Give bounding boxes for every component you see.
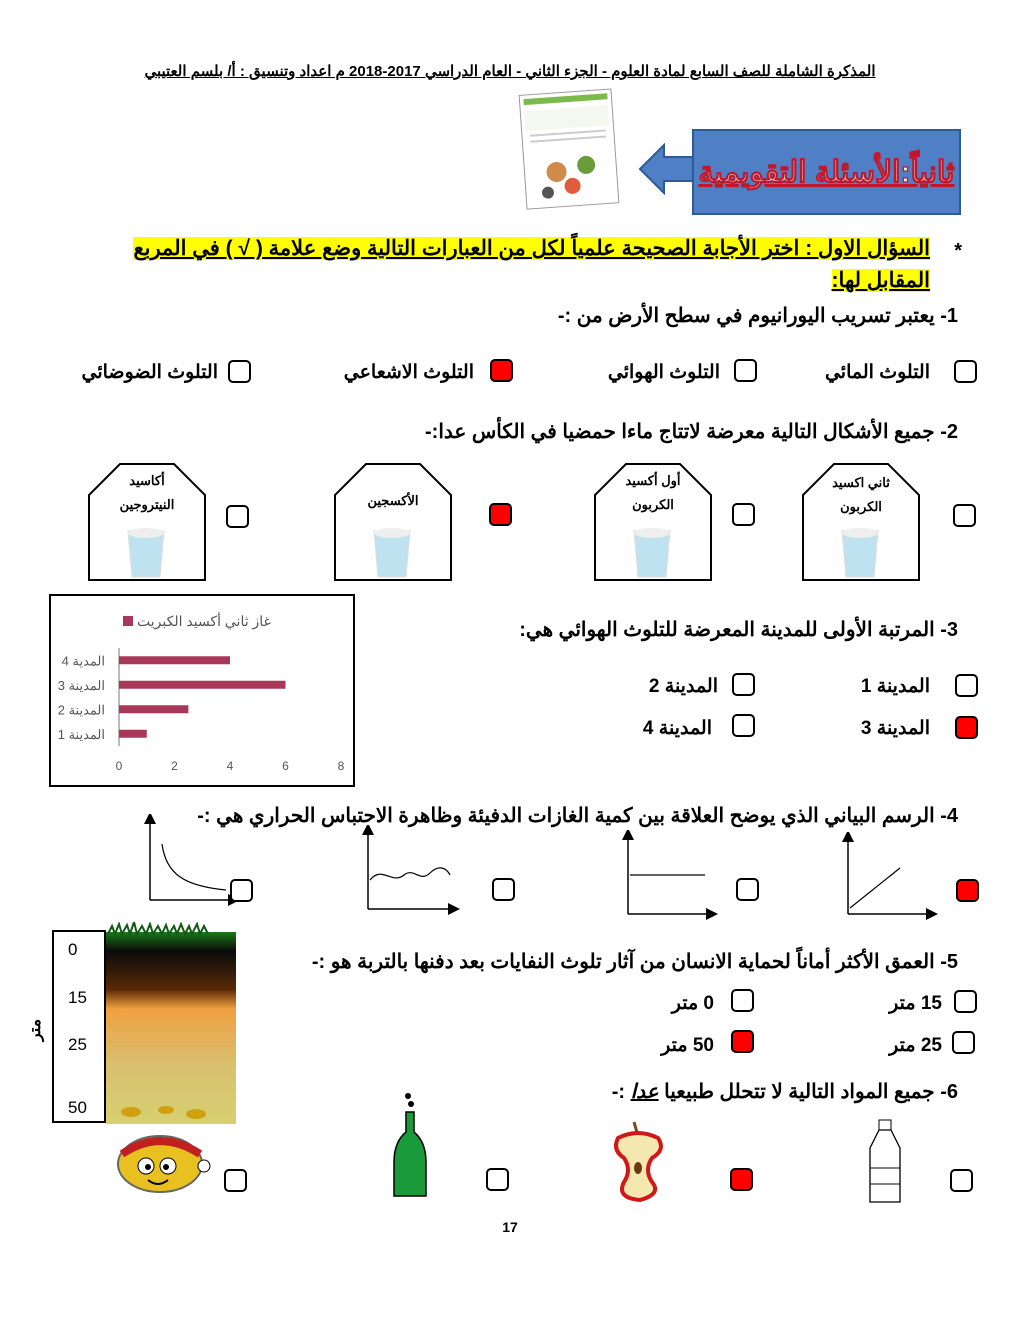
option-checkbox[interactable] [732,673,755,696]
bar [119,681,286,689]
option-checkbox[interactable] [736,878,759,901]
depth-label: 25 [68,1035,87,1054]
category-label: المدينة 2 [57,702,105,718]
bar [119,705,188,713]
option-label: 50 متر [661,1035,714,1056]
option-checkbox[interactable] [230,879,253,902]
question-4: 4- الرسم البياني الذي يوضح العلاقة بين كمية الغازات الدفيئة وظاهرة الاحتباس الحراري هي :- [197,805,958,827]
option-checkbox-checked[interactable] [955,716,978,739]
jar-house: أكاسيد النيتروجين [88,463,206,581]
jar-house: ثاني اكسيد الكربون [802,463,920,581]
book-cover-image [515,86,625,212]
option-checkbox[interactable] [226,505,249,528]
option-checkbox-checked[interactable] [490,359,513,382]
option-checkbox[interactable] [950,1169,973,1192]
soil-layers-image [106,922,236,1124]
option-label: المدينة 3 [860,718,930,739]
question-2: 2- جميع الأشكال التالية معرضة لاتتاج ماءا حمضيا في الكأس عدا:- [425,421,958,443]
section-title-box [692,129,961,215]
option-checkbox-checked[interactable] [489,503,512,526]
category-label: المدينة 3 [57,677,105,693]
option-checkbox[interactable] [486,1168,509,1191]
option-checkbox[interactable] [954,990,977,1013]
graph-wavy-line [362,825,462,915]
instruction-line-2: المقابل لها: [831,269,930,292]
depth-label: 15 [68,988,87,1007]
question-6: 6- جميع المواد التالية لا تتحلل طبيعيا عدا :- [611,1081,958,1103]
option-checkbox[interactable] [955,674,978,697]
arrow-left-icon [638,143,696,195]
x-tick-label: 2 [171,759,178,773]
category-label: المدينة 1 [57,726,105,742]
graph-flat-line [620,830,720,922]
bar-chart [49,594,355,787]
option-checkbox[interactable] [732,714,755,737]
option-checkbox[interactable] [228,360,251,383]
jar-house: أول أكسيد الكربون [594,463,712,581]
question-5: 5- العمق الأكثر أماناً لحماية الانسان من آثار تلوث النفايات بعد دفنها بالتربة هو :- [311,951,958,973]
option-checkbox[interactable] [953,504,976,527]
question-3: 3- المرتبة الأولى للمدينة المعرضة للتلوث الهوائي هي: [519,619,958,641]
bar [119,730,147,738]
option-checkbox[interactable] [732,503,755,526]
page-number: 17 [502,1219,518,1235]
option-label: التلوث المائي [824,362,930,383]
depth-label: 0 [68,940,78,959]
option-checkbox-checked[interactable] [731,1030,754,1053]
legend-swatch [123,616,133,626]
apple-core-image [610,1120,666,1204]
option-label: المدينة 2 [648,676,718,697]
option-label: 25 متر [889,1035,942,1056]
depth-scale [52,930,106,1123]
option-checkbox[interactable] [731,989,754,1012]
option-label: التلوث الهوائي [607,362,720,383]
jar-house: الأكسجين [334,463,452,581]
x-tick-label: 4 [226,759,234,773]
chart-svg [51,596,353,785]
option-label: التلوث الضوضائي [81,362,218,383]
plastic-bottle-image [862,1118,908,1208]
page-header: المذكرة الشاملة للصف السابع لمادة العلوم - الجزء الثاني - العام الدراسي 2017-2018 م اعداد وتنسيق : أ/ بلسم العتيبي [144,63,876,80]
depth-unit: متر [27,1018,45,1042]
option-checkbox[interactable] [224,1169,247,1192]
option-checkbox-checked[interactable] [956,879,979,902]
option-checkbox[interactable] [734,359,757,382]
tin-can-image [110,1128,214,1200]
option-checkbox[interactable] [952,1031,975,1054]
x-tick-label: 8 [337,759,345,773]
glass-bottle-image [390,1090,434,1202]
option-label: المدينة 1 [860,676,930,697]
option-label: التلوث الاشعاعي [343,362,474,383]
depth-label: 50 [68,1098,87,1117]
option-checkbox[interactable] [492,878,515,901]
option-checkbox[interactable] [954,360,977,383]
x-tick-label: 6 [282,759,289,773]
option-label: المدينة 4 [642,718,712,739]
category-label: المدية 4 [61,653,105,669]
graph-decreasing-curve [144,814,240,906]
option-checkbox-checked[interactable] [730,1168,753,1191]
option-label: 0 متر [671,993,714,1014]
legend-label: غاز ثاني أكسيد الكبريت [137,613,271,629]
bar [119,656,230,664]
option-label: 15 متر [889,993,942,1014]
x-tick-label: 0 [115,759,123,773]
question-1: 1- يعتبر تسريب اليورانيوم في سطح الأرض من :- [557,305,958,327]
bullet: * [954,240,962,262]
instruction-line-1: السؤال الاول : اختر الأجابة الصحيحة علمياً لكل من العبارات التالية وضع علامة ( √ ) في المربع [133,237,930,260]
graph-increasing-line [840,832,940,922]
section-title: ثانياً:الأسئلة التقويمية [698,155,955,189]
